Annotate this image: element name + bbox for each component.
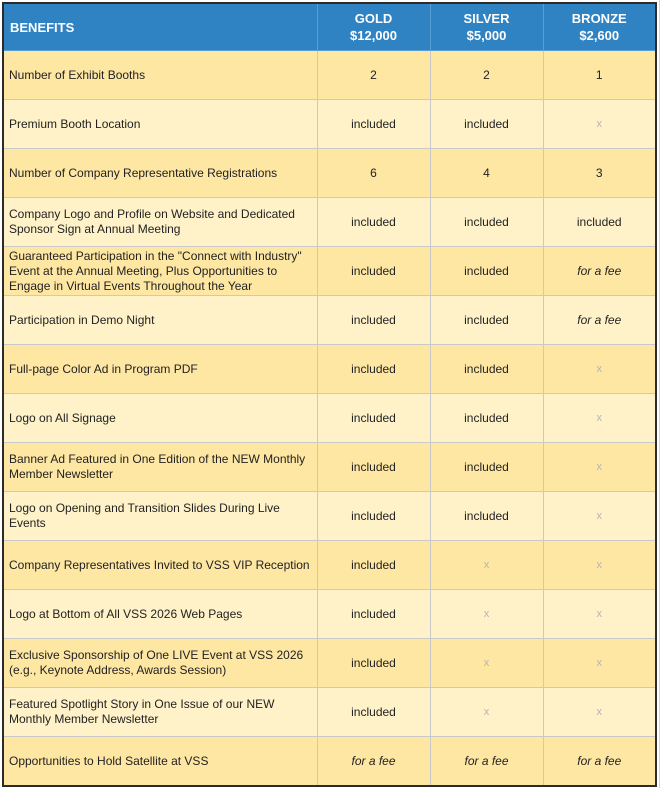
value-cell-silver: x <box>430 639 543 688</box>
value-cell-bronze: x <box>543 541 656 590</box>
value-cell-gold: included <box>317 639 430 688</box>
benefit-rows <box>3 51 656 787</box>
sponsorship-benefits-table <box>2 2 657 787</box>
value-cell-silver: included <box>430 296 543 345</box>
value-cell-bronze: x <box>543 688 656 737</box>
value-cell-bronze: for a fee <box>543 296 656 345</box>
benefit-row <box>3 737 656 787</box>
benefit-label: Opportunities to Hold Satellite at VSS <box>3 737 317 787</box>
tier-header-silver <box>430 3 543 51</box>
benefit-row <box>3 247 656 296</box>
benefit-row <box>3 541 656 590</box>
value-cell-gold: included <box>317 247 430 296</box>
tier-price: $2,600 <box>579 28 620 43</box>
value-cell-silver: included <box>430 443 543 492</box>
value-cell-silver: 2 <box>430 51 543 100</box>
benefit-label: Logo on Opening and Transition Slides During Live Events <box>3 492 317 541</box>
benefit-label: Logo on All Signage <box>3 394 317 443</box>
benefit-row <box>3 688 656 737</box>
value-cell-bronze: x <box>543 492 656 541</box>
value-cell-bronze: x <box>543 639 656 688</box>
value-cell-bronze: x <box>543 394 656 443</box>
value-cell-gold: included <box>317 198 430 247</box>
value-cell-gold: included <box>317 443 430 492</box>
value-cell-bronze: 3 <box>543 149 656 198</box>
value-cell-silver: 4 <box>430 149 543 198</box>
benefit-row <box>3 443 656 492</box>
value-cell-gold: included <box>317 688 430 737</box>
benefits-header: BENEFITS <box>3 3 317 51</box>
benefit-row <box>3 394 656 443</box>
value-cell-bronze: for a fee <box>543 737 656 787</box>
benefit-row <box>3 492 656 541</box>
value-cell-silver: included <box>430 100 543 149</box>
value-cell-bronze: x <box>543 590 656 639</box>
value-cell-bronze: included <box>543 198 656 247</box>
value-cell-silver: x <box>430 541 543 590</box>
tier-header-bronze <box>543 3 656 51</box>
tier-price: $5,000 <box>466 28 507 43</box>
value-cell-gold: 2 <box>317 51 430 100</box>
benefit-label: Full-page Color Ad in Program PDF <box>3 345 317 394</box>
header-row <box>3 3 656 51</box>
benefit-label: Featured Spotlight Story in One Issue of our NEW Monthly Member Newsletter <box>3 688 317 737</box>
benefit-label: Premium Booth Location <box>3 100 317 149</box>
benefit-label: Number of Company Representative Registrations <box>3 149 317 198</box>
value-cell-gold: 6 <box>317 149 430 198</box>
benefit-row <box>3 590 656 639</box>
value-cell-silver: included <box>430 492 543 541</box>
value-cell-bronze: for a fee <box>543 247 656 296</box>
benefit-row <box>3 345 656 394</box>
value-cell-bronze: x <box>543 100 656 149</box>
value-cell-bronze: x <box>543 443 656 492</box>
value-cell-silver: for a fee <box>430 737 543 787</box>
benefit-label: Company Representatives Invited to VSS VIP Reception <box>3 541 317 590</box>
benefit-label: Banner Ad Featured in One Edition of the NEW Monthly Member Newsletter <box>3 443 317 492</box>
value-cell-gold: included <box>317 541 430 590</box>
value-cell-silver: included <box>430 394 543 443</box>
value-cell-silver: included <box>430 247 543 296</box>
benefit-label: Logo at Bottom of All VSS 2026 Web Pages <box>3 590 317 639</box>
benefit-row <box>3 149 656 198</box>
tier-name: GOLD <box>354 11 393 26</box>
value-cell-silver: x <box>430 590 543 639</box>
tier-name: SILVER <box>463 11 510 26</box>
value-cell-gold: included <box>317 394 430 443</box>
benefit-label: Number of Exhibit Booths <box>3 51 317 100</box>
value-cell-gold: for a fee <box>317 737 430 787</box>
benefit-label: Exclusive Sponsorship of One LIVE Event at VSS 2026 (e.g., Keynote Address, Awards Session) <box>3 639 317 688</box>
tier-name: BRONZE <box>571 11 627 26</box>
spreadsheet-edge <box>659 0 663 788</box>
value-cell-gold: included <box>317 345 430 394</box>
tier-header-gold <box>317 3 430 51</box>
benefit-row <box>3 639 656 688</box>
benefit-row <box>3 100 656 149</box>
value-cell-gold: included <box>317 296 430 345</box>
value-cell-gold: included <box>317 492 430 541</box>
tier-price: $12,000 <box>350 28 397 43</box>
value-cell-bronze: x <box>543 345 656 394</box>
value-cell-silver: included <box>430 345 543 394</box>
benefit-label: Participation in Demo Night <box>3 296 317 345</box>
benefit-row <box>3 296 656 345</box>
benefit-label: Company Logo and Profile on Website and Dedicated Sponsor Sign at Annual Meeting <box>3 198 317 247</box>
value-cell-silver: included <box>430 198 543 247</box>
value-cell-gold: included <box>317 590 430 639</box>
benefit-row <box>3 198 656 247</box>
benefit-row <box>3 51 656 100</box>
benefit-label: Guaranteed Participation in the "Connect with Industry" Event at the Annual Meeting, Plus Opportunities to Engage in Virtual Events Throughout the Year <box>3 247 317 296</box>
value-cell-silver: x <box>430 688 543 737</box>
value-cell-gold: included <box>317 100 430 149</box>
value-cell-bronze: 1 <box>543 51 656 100</box>
